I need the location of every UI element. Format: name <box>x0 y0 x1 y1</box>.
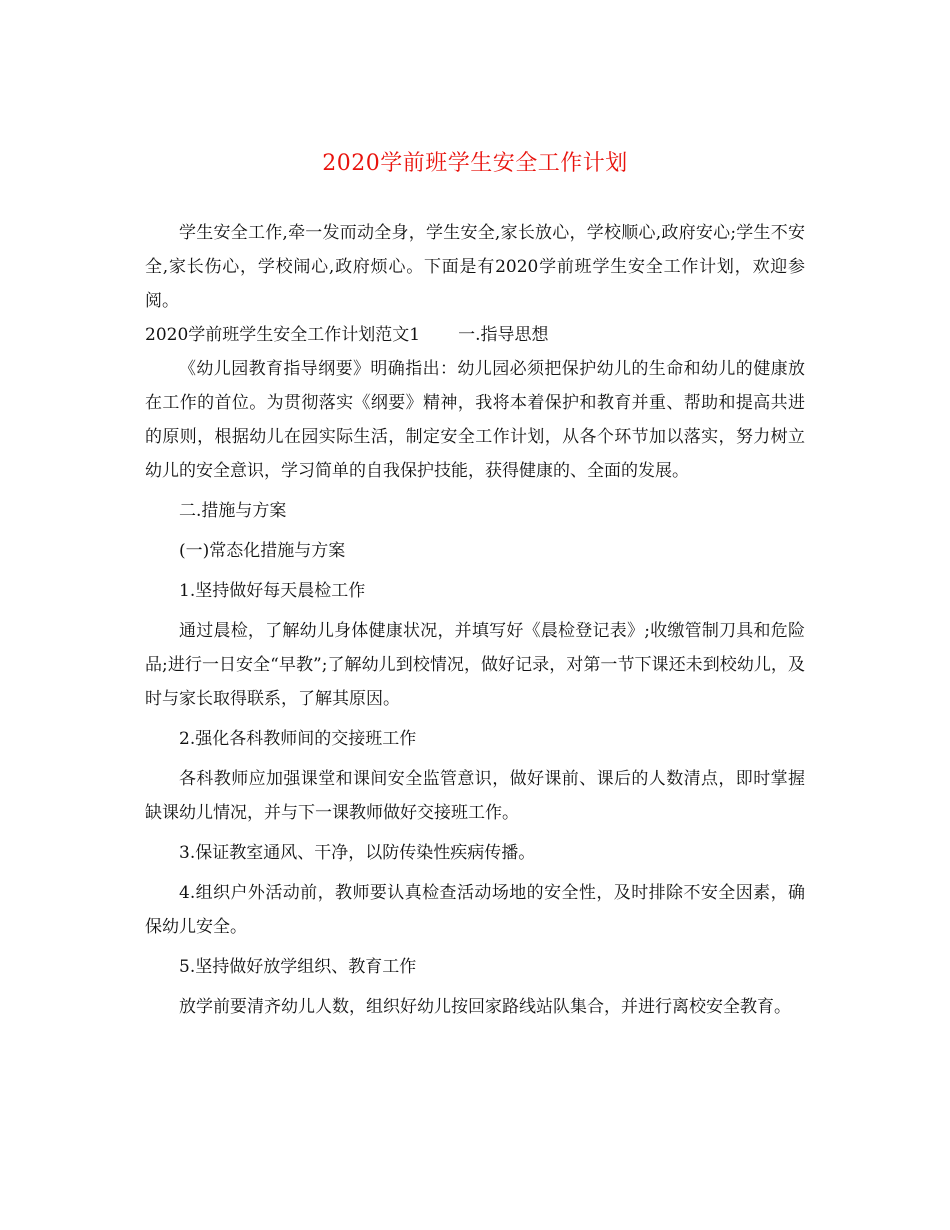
intro-paragraph: 学生安全工作,牵一发而动全身，学生安全,家长放心，学校顺心,政府安心;学生不安全,家长伤心，学校闹心,政府烦心。下面是有2020学前班学生安全工作计划，欢迎参阅。 <box>145 223 805 311</box>
body-paragraph: 通过晨检，了解幼儿身体健康状况，并填写好《晨检登记表》;收缴管制刀具和危险品;进行一日安全“早教”;了解幼儿到校情况，做好记录，对第一节下课还未到校幼儿，及时与家长取得联系，了解其原因。 <box>145 621 805 709</box>
body-paragraph: 4.组织户外活动前，教师要认真检查活动场地的安全性，及时排除不安全因素，确保幼儿安全。 <box>145 883 805 937</box>
body-paragraph: 放学前要清齐幼儿人数，组织好幼儿按回家路线站队集合，并进行离校安全教育。 <box>179 997 791 1017</box>
body-paragraph: 各科教师应加强课堂和课间安全监管意识，做好课前、课后的人数清点，即时掌握缺课幼儿情况，并与下一课教师做好交接班工作。 <box>145 769 805 823</box>
body-paragraph: 3.保证教室通风、干净，以防传染性疾病传播。 <box>179 843 536 863</box>
body-paragraph: 1.坚持做好每天晨检工作 <box>179 581 366 601</box>
body-paragraph: 《幼儿园教育指导纲要》明确指出：幼儿园必须把保护幼儿的生命和幼儿的健康放在工作的首位。为贯彻落实《纲要》精神，我将本着保护和教育并重、帮助和提高共进的原则，根据幼儿在园实际生活，制定安全工作计划，从各个环节加以落实，努力树立幼儿的安全意识，学习简单的自我保护技能，获得健康的、全面的发展。 <box>145 359 805 481</box>
body-paragraph: (一)常态化措施与方案 <box>179 541 346 561</box>
document-title: 2020学前班学生安全工作计划 <box>322 150 628 176</box>
section-heading: 2020学前班学生安全工作计划范文1 <box>145 325 421 345</box>
section-heading-line <box>145 318 805 352</box>
body-paragraph: 2.强化各科教师间的交接班工作 <box>179 729 417 749</box>
guiding-heading: 一.指导思想 <box>458 325 549 345</box>
document-body <box>145 216 805 1030</box>
body-paragraph: 二.措施与方案 <box>179 501 287 521</box>
body-paragraph: 5.坚持做好放学组织、教育工作 <box>179 957 417 977</box>
